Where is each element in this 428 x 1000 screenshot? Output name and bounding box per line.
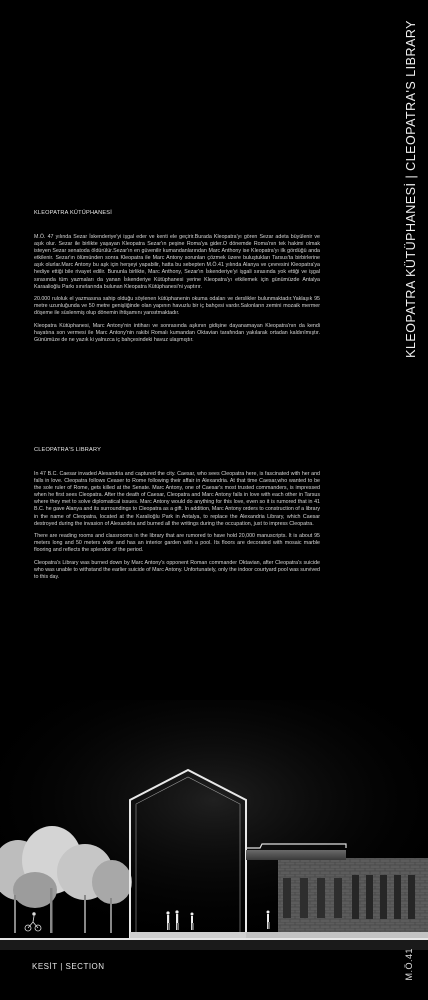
footer-label: KESİT | SECTION (32, 962, 105, 971)
english-text-block (34, 447, 320, 587)
turkish-paragraph: 20.000 ruloluk el yazmasına sahip olduğu söylenen kütüphanenin okuma odaları ve derslikler bulunmaktadır.Yaklaşık 95 metre uzunluğunda ve 50 metre genişliğinde olan yapının havuzlu bir iç bahçesi vardır.Salonların zemini mozaik mermer döşeme ile süslenmiş olup dönemin ihtişamını yansıtmaktadır. (34, 296, 320, 317)
turkish-paragraph: Kleopatra Kütüphanesi, Marc Antony'nin intiharı ve sonrasında aşkının gidişine dayanamayan Kleopatra'nın da kendi hayatına son vermesi ile Marc Antony'nin rakibi Romalı kumandan Oktavian tarafından yakılarak ortadan kaldırılmıştır. Günümüze de ne yazık ki yalnızca iç bahçesindeki havuz ulaşmıştır. (34, 323, 320, 344)
english-paragraph: Cleopatra's Library was burned down by Marc Antony's opponent Roman commander Oktavian, after Cleopatra's suicide who was unable to withstand the earlier suicide of Marc Antony. Unfortunately, only the indoor courtyard pool was survived to this day. (34, 560, 320, 581)
ground-fill (0, 940, 428, 950)
turkish-paragraph: M.Ö. 47 yılında Sezar İskenderiye'yi işgal eder ve kenti ele geçirir.Burada Kleopatra'yı gören Sezar adeta büyülenir ve aşık olur. Sezar ile birlikte yaşayan Kleopatra Sezar'ın peşine Roma'ya gider.O dönemde Roma'nın tek hakimi olmak isteyen Sezar senatoda öldürülür.Sezar'ın en güvenilir kumandanlarından Marc Anthony ise Kleopatra'yı ilk gördüğü anda etkilenir. Sezar'ın ölümünden sonra Kleopatra ile Marc Antony sorunları çözmek üzere buluştukları Tarsus'ta birbirlerine aşık olurlar.Marc Antony bu aşk için herşeyi yapabilir, hatta bu sebepten M.Ö.41 yılında Alanya ve çevresini Kleopatra'ya hediye ettiği bile rivayet edilir. Bununla birlikte, Marc Anthony, Sezar'ın İskenderiye'yi işgali sırasında yok ettiği ve işgal sırasında tüm yazmaları da yanan İskenderiye Kütüphanesi yerine Kleopatra'yı etkilemek için günümüzde Antalya Karaalioğlu Parkı sınırlarında bulunan Kleopatra Kütüphanesi'ni yaptırır. (34, 234, 320, 290)
sheet-code-text: M.Ö.41 (404, 948, 414, 981)
vertical-title-text: KLEOPATRA KÜTÜPHANESİ | CLEOPATRA'S LIBRARY (404, 20, 418, 358)
spacer (34, 454, 320, 471)
turkish-text-block (34, 210, 320, 350)
section-drawing (0, 700, 428, 950)
english-heading: CLEOPATRA'S LIBRARY (34, 447, 102, 453)
english-paragraph: There are reading rooms and classrooms in the library that are rumored to have hold 20,000 manuscripts. It is about 95 meters long and 50 meters wide and has an interior garden with a pool. Its floors are decorated with mosaic marble flooring and reflects the splendor of the period. (34, 533, 320, 554)
spacer (34, 217, 320, 234)
english-paragraph: In 47 B.C. Caesar invaded Alexandria and captured the city. Caesar, who sees Cleopatra here, is fascinated with her and falls in love. Cleopatra follows Ceaser to Rome following their affair in Alexandria. At that time Caesar,who wanted to be the sole ruler of Rome, gets killed at the Senate. Marc Antony, one of Caesar's most trusted commanders, is impressed when he first sees Cleopatra. After the death of Caesar, Cleopatra and Marc Antony falls in love with each other in Tarsus where they met to solve diplomatical issues. Marc Antony would do anything for this love, even so it is rumored that in 41 B.C. he gave Alanya and its surroundings to Cleopatra as a gift. In addition, Marc Antony orders to construction of a library in the name of Cleopatra, located at the Karalioğlu Park in Antalya, to replace the Alexandria Library, which Caesar destroyed during the invasion of Alexandria and burned all the writings during the occupation, just to impress Cleopatra. (34, 471, 320, 527)
vertical-title (404, 20, 428, 380)
ground-line (0, 938, 428, 940)
turkish-heading: KLEOPATRA KÜTÜPHANESİ (34, 210, 112, 216)
